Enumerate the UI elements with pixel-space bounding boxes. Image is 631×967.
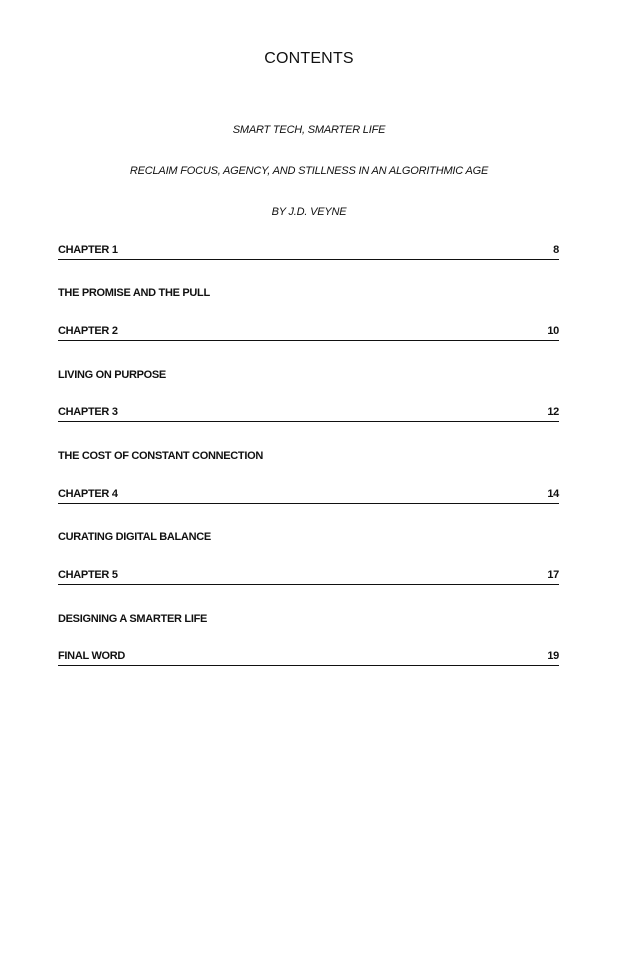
toc-entry-page: 8 [553, 244, 559, 256]
toc-entry-page: 14 [547, 488, 559, 500]
toc-entry-chapter-4[interactable] [58, 489, 559, 504]
toc-entry-chapter-1[interactable] [58, 245, 559, 260]
toc-entry-page: 10 [547, 325, 559, 337]
toc-entry-title: CURATING DIGITAL BALANCE [58, 531, 211, 543]
toc-entry-label: CHAPTER 5 [58, 569, 118, 581]
book-subtitle: RECLAIM FOCUS, AGENCY, AND STILLNESS IN AN ALGORITHMIC AGE [129, 165, 489, 177]
book-title: SMART TECH, SMARTER LIFE [232, 124, 386, 136]
toc-entry-label: CHAPTER 1 [58, 244, 118, 256]
toc-entry-title: THE COST OF CONSTANT CONNECTION [58, 450, 263, 462]
toc-entry-title: LIVING ON PURPOSE [58, 369, 166, 381]
toc-entry-label: FINAL WORD [58, 650, 126, 662]
toc-entry-chapter-3[interactable] [58, 407, 559, 422]
toc-entry-chapter-2[interactable] [58, 326, 559, 341]
book-author: BY J.D. VEYNE [271, 206, 347, 218]
toc-entry-title: DESIGNING A SMARTER LIFE [58, 613, 208, 625]
toc-entry-final-word[interactable] [58, 651, 559, 666]
page-title: CONTENTS [264, 50, 354, 67]
toc-entry-chapter-5[interactable] [58, 570, 559, 585]
toc-entry-page: 12 [547, 406, 559, 418]
toc-entry-label: CHAPTER 2 [58, 325, 118, 337]
toc-entry-title: THE PROMISE AND THE PULL [58, 287, 210, 299]
toc-entry-label: CHAPTER 3 [58, 406, 118, 418]
toc-entry-page: 19 [547, 650, 559, 662]
toc-entry-page: 17 [547, 569, 559, 581]
toc-entry-label: CHAPTER 4 [58, 488, 118, 500]
